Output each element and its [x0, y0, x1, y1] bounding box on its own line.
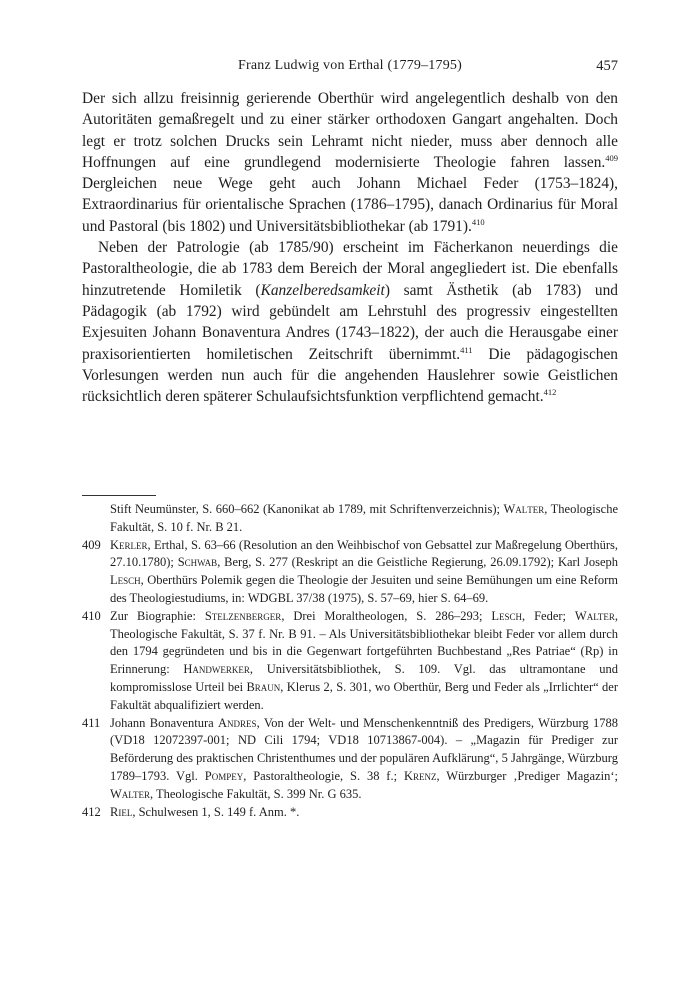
footnote-ref-410[interactable]: 410 [471, 216, 485, 227]
main-text [82, 88, 618, 407]
paragraph-2: Neben der Patrologie (ab 1785/90) erscheint im Fächerkanon neuerdings die Pastoraltheologie, die ab 1783 dem Bereich der Moral angegliedert ist. Die ebenfalls hinzutretende Homiletik (Kanzelberedsamkeit) samt Ästhetik (ab 1783) und Pädagogik (ab 1792) wird gebündelt am Lehrstuhl des progressiv eingestellten Exjesuiten Johann Bonaventura Andres (1743–1822), der auch die Herausgabe einer praxisorientierten homiletischen Zeitschrift übernimmt.$^{411}$ Die pädagogischen Vorlesungen werden nun auch für die angehenden Hauslehrer sowie Geistlichen rücksichtlich deren späterer Schulaufsichtsfunktion verpflichtend gemacht.$^{412}$ [82, 239, 618, 406]
page-number: 457 [596, 58, 618, 74]
footnote-ref-409[interactable]: 409 [605, 152, 618, 163]
footnote-continuation: Stift Neumünster, S. 660–662 (Kanonikat ab 1789, mit Schriftenverzeichnis); Walter, Theologische Fakultät, S. 10 f. Nr. B 21. [110, 502, 618, 534]
running-title: Franz Ludwig von Erthal (1779–1795) [238, 58, 462, 73]
footnote-411: 411 Johann Bonaventura Andres, Von der Welt- und Menschenkenntniß des Predigers, Würzburg 1788 (VD18 12072397-001; ND Cili 1794; VD18 10713867-004). – „Magazin für Prediger zur Beförderung des praktischen Christenthumes und der populären Aufklärung“, 5 Jahrgänge, Würzburg 1789–1793. Vgl. Pompey, Pastoraltheologie, S. 38 f.; Krenz, Würzburger ‚Prediger Magazin‘; Walter, Theologische Fakultät, S. 399 Nr. G 635. [82, 715, 619, 801]
footnote-409: 409 Kerler, Erthal, S. 63–66 (Resolution an den Weihbischof von Gebsattel zur Maßregelung Oberthürs, 27.10.1780); Schwab, Berg, S. 277 (Reskript an die Geistliche Regierung, 26.09.1792); Karl Joseph Lesch, Oberthürs Polemik gegen die Theologie der Jesuiten und seine Bemühungen um eine Reform des Theologiestudiums, in: WDGBL 37/38 (1975), S. 57–69, hier S. 64–69. [82, 537, 619, 605]
page-header [82, 58, 618, 80]
footnote-410: 410 Zur Biographie: Stelzenberger, Drei Moraltheologen, S. 286–293; Lesch, Feder; Walter, Theologische Fakultät, S. 37 f. Nr. B 91. – Als Universitätsbibliothekar bleibt Feder vor allem durch den 1794 gegründeten und bis in die Gegenwart fortgeführten Buchbestand „Res Patriae“ (Rp) in Erinnerung: Handwerker, Universitätsbibliothek, S. 109. Vgl. das ultramontane und kompromisslose Urteil bei Braun, Klerus 2, S. 301, wo Oberthür, Berg und Feder als „Irrlichter“ der Fakultät abqualifiziert werden. [82, 608, 619, 712]
footnote-number: 412 [82, 804, 101, 819]
footnote-number: 409 [82, 537, 101, 552]
paragraph-1: Der sich allzu freisinnig gerierende Oberthür wird angelegentlich deshalb von den Autoritäten gemaßregelt und zu einer stärker orthodoxen Gangart angehalten. Doch legt er trotz solchen Drucks sein Lehramt nicht nieder, muss aber dennoch alle Hoffnungen auf eine grundlegend modernisierte Theologie fahren lassen.$^{409}$ Dergleichen neue Wege geht auch Johann Michael Feder (1753–1824), Extraordinarius für orientalische Sprachen (1786–1795), danach Ordinarius für Moral und Pastoral (bis 1802) und Universitätsbibliothekar (ab 1791).$^{410}$ [82, 90, 618, 235]
footnote-ref-412[interactable]: 412 [543, 387, 557, 398]
footnote-separator [82, 495, 156, 496]
footnote-number: 410 [82, 608, 101, 623]
footnote-number: 411 [82, 715, 101, 730]
footnote-412: 412 Riel, Schulwesen 1, S. 149 f. Anm. *. [82, 804, 618, 822]
footnotes [82, 501, 618, 821]
footnote-ref-411[interactable]: 411 [460, 344, 473, 355]
